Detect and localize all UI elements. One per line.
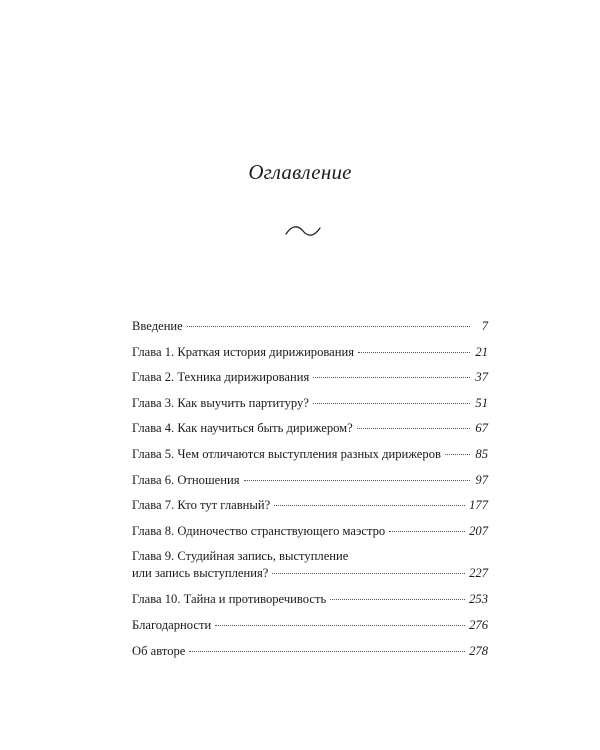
- toc-entry-title: Глава 3. Как выучить партитуру?: [132, 395, 309, 410]
- toc-entry-title: Глава 7. Кто тут главный?: [132, 498, 271, 513]
- toc-entry-title: Об авторе: [132, 643, 186, 658]
- toc-entry-title: Глава 2. Техника дирижирования: [132, 370, 310, 385]
- toc-entry: [132, 472, 488, 498]
- toc-entry-page: 85: [475, 446, 488, 461]
- toc-entry-page: 177: [469, 498, 488, 513]
- toc-entry-title: Глава 10. Тайна и противоречивость: [132, 592, 327, 607]
- toc-entry-page: 7: [481, 319, 488, 333]
- toc-entry-title-continued: или запись выступления?: [132, 566, 269, 581]
- toc-entry-page: 207: [469, 523, 488, 538]
- toc-entry: [132, 617, 488, 643]
- toc-entry: [132, 497, 488, 523]
- dot-leader: [244, 480, 470, 481]
- toc-entry-title: Глава 8. Одиночество странствующего маэстро: [132, 523, 386, 538]
- toc-entry-page: 51: [475, 395, 488, 410]
- dot-leader: [187, 326, 470, 327]
- toc-entry-title: Глава 5. Чем отличаются выступления разных дирижеров: [132, 446, 441, 461]
- toc-entry-page: 227: [469, 566, 488, 581]
- toc-entry-page: 278: [469, 643, 488, 658]
- toc-entry: [132, 548, 488, 591]
- dot-leader: [215, 625, 465, 626]
- toc-entry-page: 21: [475, 344, 488, 359]
- dot-leader: [358, 352, 470, 353]
- toc-entry: [132, 344, 488, 370]
- toc-entry: [132, 591, 488, 617]
- toc-entry: [132, 420, 488, 446]
- toc-entry-page: 97: [475, 472, 488, 487]
- dot-leader: [389, 531, 465, 532]
- toc-entry-title: Введение: [132, 319, 183, 333]
- dot-leader: [330, 599, 465, 600]
- dot-leader: [445, 454, 470, 455]
- dot-leader: [357, 428, 470, 429]
- dot-leader: [189, 651, 465, 652]
- toc-entry-page: 67: [475, 421, 488, 436]
- toc-entry-page: 253: [469, 592, 488, 607]
- toc-entry: [132, 369, 488, 395]
- toc-entry: [132, 643, 488, 669]
- tilde-ornament-icon: [284, 222, 322, 240]
- toc-entry: [132, 523, 488, 549]
- table-of-contents: [132, 318, 488, 668]
- toc-entry-title: Глава 1. Краткая история дирижирования: [132, 344, 355, 359]
- toc-entry-title: Благодарности: [132, 617, 212, 632]
- toc-entry-page: 276: [469, 617, 488, 632]
- page-title: Оглавление: [248, 160, 352, 184]
- toc-entry: [132, 318, 488, 344]
- dot-leader: [313, 403, 470, 404]
- dot-leader: [272, 573, 465, 574]
- toc-entry-title: Глава 6. Отношения: [132, 472, 240, 487]
- toc-entry-title: Глава 9. Студийная запись, выступление: [132, 549, 349, 564]
- dot-leader: [274, 505, 465, 506]
- toc-entry-title: Глава 4. Как научиться быть дирижером?: [132, 421, 353, 436]
- toc-entry-page: 37: [475, 370, 488, 385]
- dot-leader: [313, 377, 470, 378]
- toc-entry: [132, 446, 488, 472]
- toc-entry: [132, 395, 488, 421]
